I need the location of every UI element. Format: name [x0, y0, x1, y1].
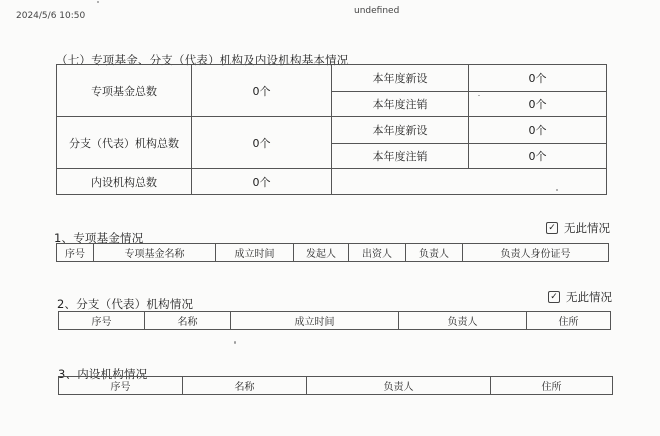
- fund-new-label: 本年度新设: [332, 65, 469, 92]
- branch-col-header: 成立时间: [231, 312, 399, 330]
- fund-no-info-checkbox[interactable]: [546, 220, 610, 236]
- internal-col-header: 名称: [183, 377, 307, 395]
- fund-no-info-label: 无此情况: [564, 221, 610, 235]
- branch-cancel-value: 0个: [469, 144, 607, 169]
- scan-speck: [478, 95, 480, 96]
- checkmark-icon: ✓: [546, 222, 558, 234]
- fund-col-header: 发起人: [294, 244, 349, 262]
- branch-table: [58, 311, 611, 330]
- fund-col-header: 序号: [57, 244, 94, 262]
- print-datetime: 2024/5/6 10:50: [16, 11, 86, 21]
- internal-table: [58, 376, 613, 395]
- internal-empty-cell: [332, 169, 607, 195]
- internal-col-header: 住所: [491, 377, 613, 395]
- branch-col-header: 序号: [59, 312, 145, 330]
- fund-col-header: 负责人身份证号: [463, 244, 609, 262]
- fund-col-header: 成立时间: [216, 244, 294, 262]
- fund-col-header: 出资人: [349, 244, 406, 262]
- internal-col-header: 负责人: [307, 377, 491, 395]
- fund-total-value: 0个: [192, 65, 332, 117]
- scan-speck: [234, 341, 236, 344]
- branch-cancel-label: 本年度注销: [332, 144, 469, 169]
- fund-cancel-label: 本年度注销: [332, 92, 469, 117]
- branch-new-value: 0个: [469, 117, 607, 144]
- branch-total-value: 0个: [192, 117, 332, 169]
- summary-table: [56, 64, 607, 195]
- fund-section-title: 1、专项基金情况: [54, 231, 144, 245]
- fund-table: [56, 243, 609, 262]
- internal-section-title: 3、内设机构情况: [58, 367, 148, 381]
- branch-col-header: 住所: [527, 312, 611, 330]
- print-title: undefined: [354, 6, 400, 16]
- fund-col-header: 负责人: [406, 244, 463, 262]
- branch-no-info-label: 无此情况: [566, 290, 612, 304]
- branch-col-header: 负责人: [399, 312, 527, 330]
- internal-col-header: 序号: [59, 377, 183, 395]
- internal-total-value: 0个: [192, 169, 332, 195]
- branch-col-header: 名称: [145, 312, 231, 330]
- checkmark-icon: ✓: [548, 291, 560, 303]
- branch-new-label: 本年度新设: [332, 117, 469, 144]
- fund-cancel-value: 0个: [469, 92, 607, 117]
- branch-no-info-checkbox[interactable]: [548, 289, 612, 305]
- scan-speck: [556, 189, 558, 191]
- fund-col-header: 专项基金名称: [94, 244, 216, 262]
- fund-total-label: 专项基金总数: [57, 65, 192, 117]
- scan-speck: [97, 1, 99, 3]
- section7-title: （七）专项基金、分支（代表）机构及内设机构基本情况: [56, 53, 349, 67]
- fund-new-value: 0个: [469, 65, 607, 92]
- branch-section-title: 2、分支（代表）机构情况: [57, 297, 194, 311]
- branch-total-label: 分支（代表）机构总数: [57, 117, 192, 169]
- internal-total-label: 内设机构总数: [57, 169, 192, 195]
